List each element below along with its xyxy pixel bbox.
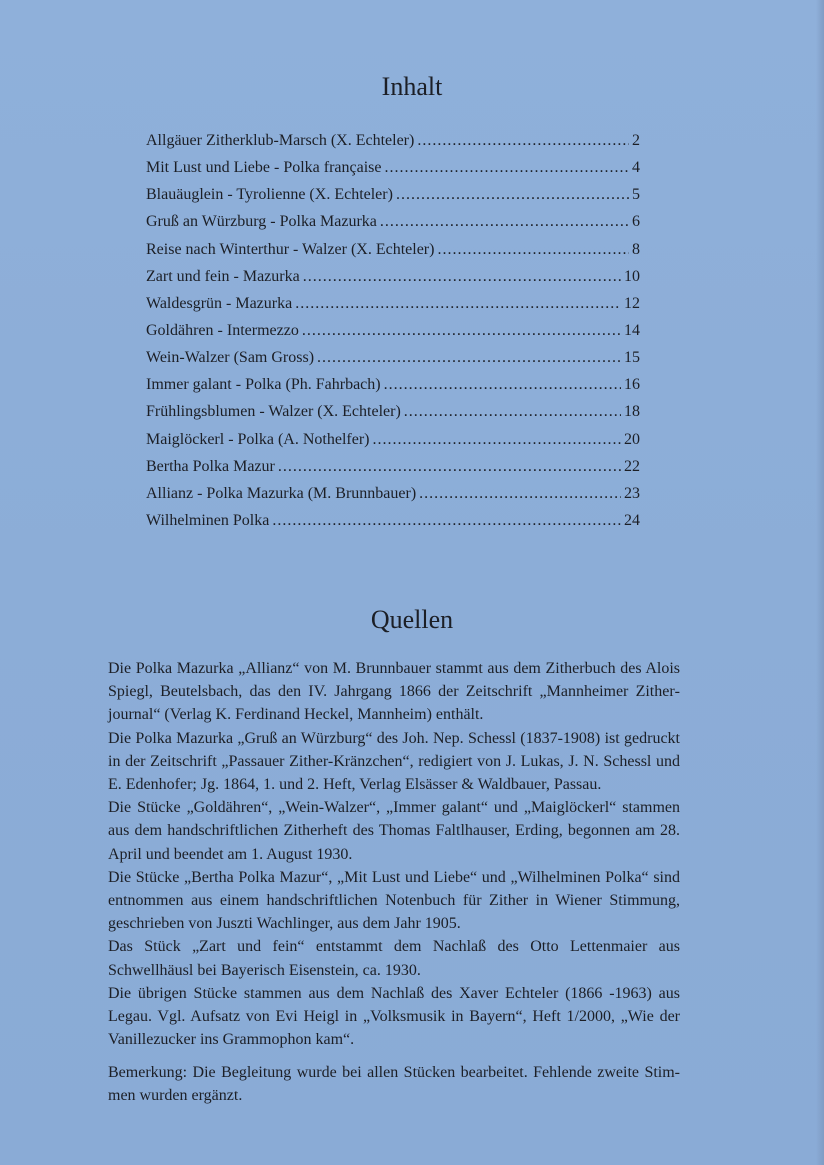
toc-entry-title: Immer galant - Polka (Ph. Fahrbach) xyxy=(146,376,381,394)
toc-leader-dots xyxy=(437,236,629,263)
toc-entry-page: 6 xyxy=(632,213,640,231)
toc-entry-title: Waldesgrün - Mazurka xyxy=(146,294,293,312)
toc-entry-page: 2 xyxy=(632,132,640,149)
toc-entry-page: 23 xyxy=(624,484,640,502)
toc-entry-page: 20 xyxy=(624,430,640,448)
toc-entry xyxy=(146,154,640,181)
toc-entry-page: 24 xyxy=(624,511,640,529)
toc-entry-title: Allgäuer Zitherklub-Marsch (X. Echteler) xyxy=(146,132,415,149)
toc-entry-title: Allianz - Polka Mazurka (M. Brunnbauer) xyxy=(146,484,417,502)
sources-paragraph: Das Stück „Zart und fein“ entstammt dem Nachlaß des Otto Lettenmaier aus Schwellhäusl bei Bayerisch Eisenstein, ca. 1930. xyxy=(108,938,680,979)
toc-leader-dots xyxy=(385,154,630,181)
sources-paragraph: Die Stücke „Goldähren“, „Wein-Walzer“, „Immer galant“ und „Maiglöckerl“ stammen aus dem handschriftlichen Zitherheft des Thomas Faltlhauser, Erding, begonnen am 28. April und beendet am 1. August 1930. xyxy=(108,799,680,863)
toc-entry-page: 14 xyxy=(624,321,640,339)
sources-paragraph: Die Polka Mazurka „Allianz“ von M. Brunnbauer stammt aus dem Zitherbuch des Alois Spiegl, Beutelsbach, das den IV. Jahrgang 1866 der Zeitschrift „Mannheimer Zitherjournal“ (Verlag K. Ferdinand Heckel, Mannheim) enthält. xyxy=(108,660,680,724)
toc-entry-title: Reise nach Winterthur - Walzer (X. Echteler) xyxy=(146,240,435,258)
toc-leader-dots xyxy=(317,344,621,371)
toc-entry xyxy=(146,371,640,398)
toc-entry-title: Zart und fein - Mazurka xyxy=(146,267,300,285)
toc-entry xyxy=(146,480,640,507)
toc-leader-dots xyxy=(419,480,621,507)
toc-entry xyxy=(146,290,640,317)
remark-note: Bemerkung: Die Begleitung wurde bei allen Stücken bearbeitet. Fehlende zweite Stimmen wurden ergänzt. xyxy=(108,1064,680,1105)
toc-entry-page: 10 xyxy=(624,267,640,285)
table-of-contents xyxy=(146,127,640,534)
toc-leader-dots xyxy=(384,371,621,398)
toc-entry-page: 22 xyxy=(624,457,640,475)
toc-leader-dots xyxy=(404,398,621,425)
toc-entry-page: 18 xyxy=(624,403,640,421)
sources-paragraph: Die Polka Mazurka „Gruß an Würzburg“ des Joh. Nep. Schessl (1837-1908) ist gedruckt in der Zeitschrift „Passauer Zither-Kränzchen“, redigiert von J. Lukas, J. N. Schessl und E. Edenhofer; Jg. 1864, 1. und 2. Heft, Verlag Elsässer & Waldbauer, Passau. xyxy=(108,729,680,794)
toc-leader-dots xyxy=(396,181,629,208)
sources-body xyxy=(108,657,680,1051)
toc-entry xyxy=(146,344,640,371)
toc-entry-page: 12 xyxy=(624,294,640,312)
toc-entry xyxy=(146,426,640,453)
toc-entry xyxy=(146,453,640,480)
toc-entry xyxy=(146,263,640,290)
toc-entry xyxy=(146,507,640,534)
toc-leader-dots xyxy=(372,426,621,453)
toc-leader-dots xyxy=(380,208,629,235)
toc-leader-dots xyxy=(295,290,621,317)
toc-entry-page: 16 xyxy=(624,376,640,394)
toc-entry xyxy=(146,181,640,208)
toc-leader-dots xyxy=(272,507,621,534)
toc-entry xyxy=(146,398,640,425)
toc-entry xyxy=(146,208,640,235)
page-edge-shadow xyxy=(816,0,824,1165)
toc-leader-dots xyxy=(417,127,629,154)
toc-entry-page: 4 xyxy=(632,159,640,177)
toc-entry-title: Blauäuglein - Tyrolienne (X. Echteler) xyxy=(146,186,393,204)
toc-entry-title: Maiglöckerl - Polka (A. Nothelfer) xyxy=(146,430,370,448)
toc-entry-title: Frühlingsblumen - Walzer (X. Echteler) xyxy=(146,403,401,421)
toc-heading: Inhalt xyxy=(381,72,443,101)
toc-leader-dots xyxy=(303,263,621,290)
toc-entry xyxy=(146,127,640,154)
toc-entry-page: 15 xyxy=(624,349,640,367)
toc-entry xyxy=(146,317,640,344)
toc-entry-title: Wein-Walzer (Sam Gross) xyxy=(146,349,315,367)
sources-paragraph: Die Stücke „Bertha Polka Mazur“, „Mit Lust und Liebe“ und „Wilhelminen Polka“ sind entnommen aus einem handschriftlichen Notenbuch für Zither in Wiener Stimmung, geschrieben von Juszti Wachlinger, aus dem Jahr 1905. xyxy=(108,868,680,933)
toc-entry xyxy=(146,236,640,263)
sources-heading: Quellen xyxy=(370,605,454,634)
toc-leader-dots xyxy=(302,317,621,344)
toc-leader-dots xyxy=(278,453,621,480)
toc-entry-page: 5 xyxy=(632,186,640,204)
sources-paragraph: Die übrigen Stücke stammen aus dem Nachlaß des Xaver Echteler (1866 -1963) aus Legau. Vgl. Aufsatz von Evi Heigl in „Volksmusik in Bayern“, Heft 1/2000, „Wie der Vanillezucker ins Grammophon kam“. xyxy=(108,984,680,1049)
toc-entry-title: Bertha Polka Mazur xyxy=(146,457,275,475)
toc-entry-title: Mit Lust und Liebe - Polka française xyxy=(146,159,382,177)
toc-entry-title: Goldähren - Intermezzo xyxy=(146,321,299,339)
toc-entry-title: Wilhelminen Polka xyxy=(146,511,270,529)
toc-entry-page: 8 xyxy=(632,240,640,258)
toc-entry-title: Gruß an Würzburg - Polka Mazurka xyxy=(146,213,377,231)
